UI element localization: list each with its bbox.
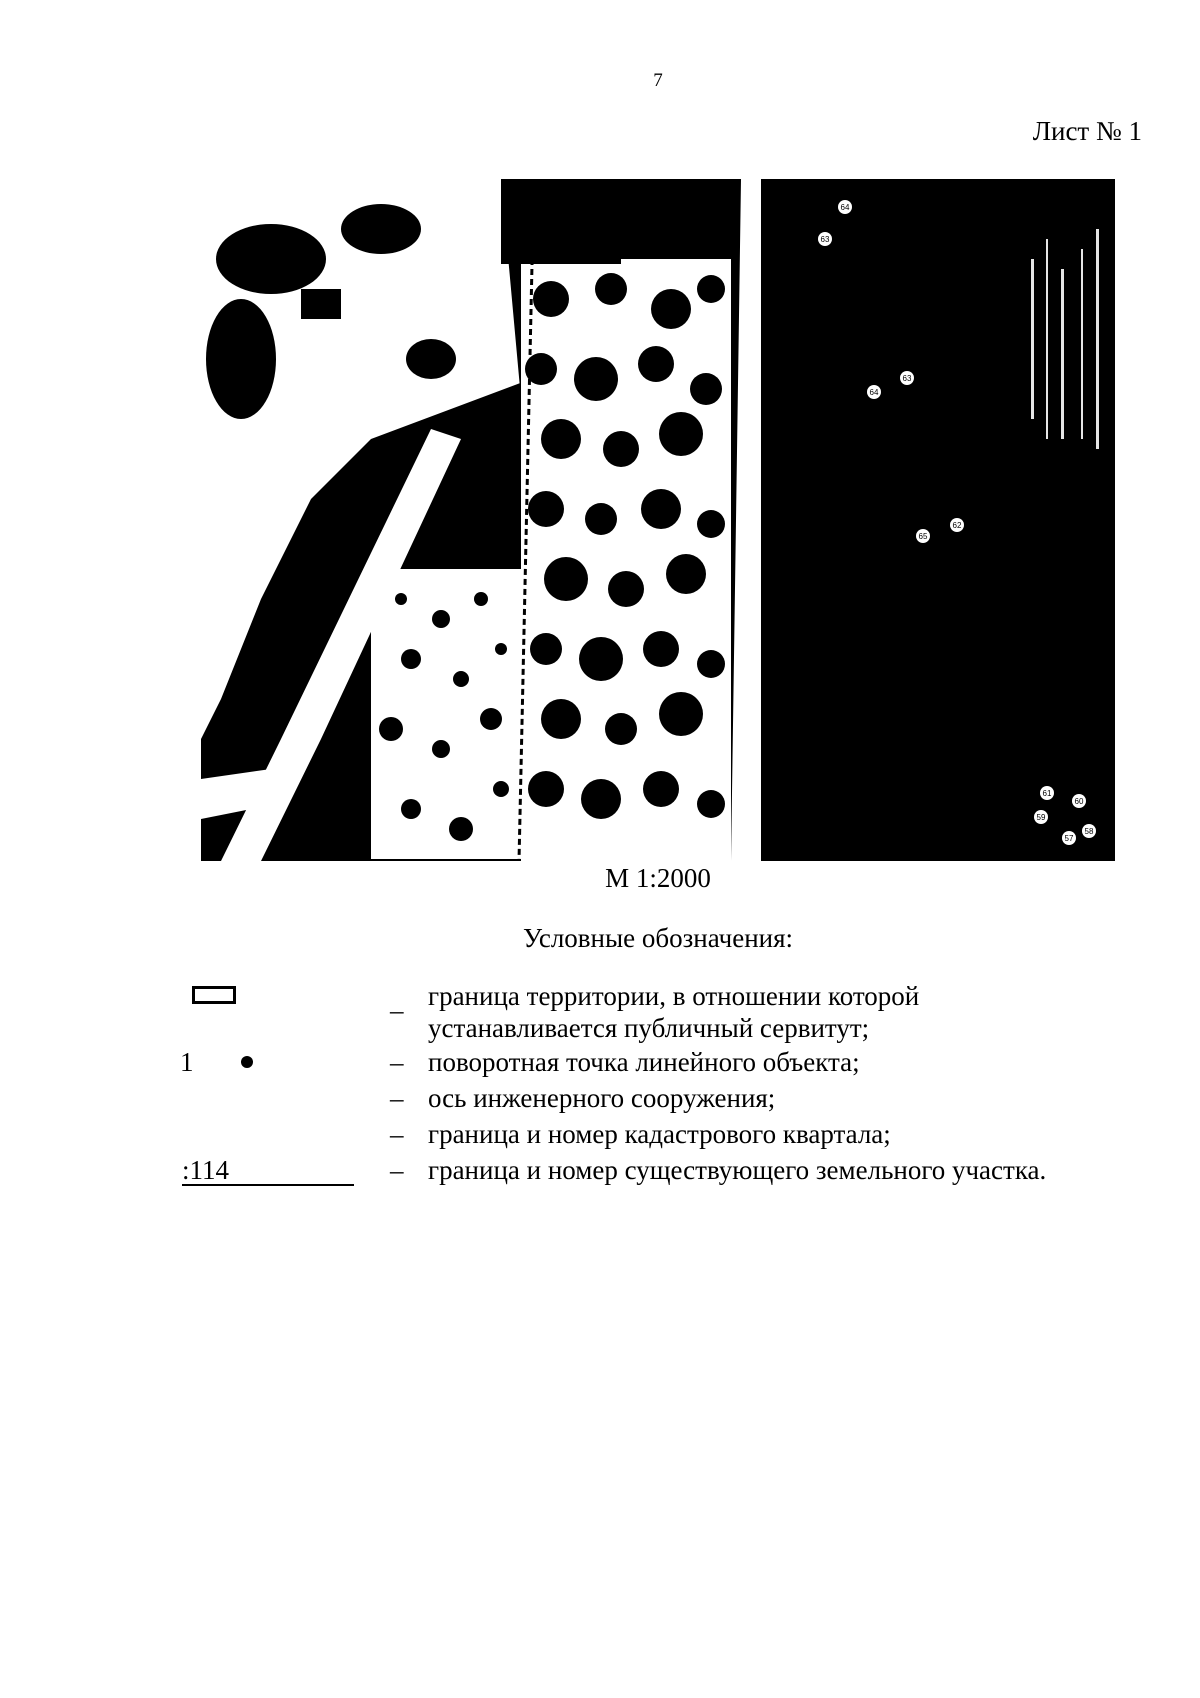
parcel-symbol — [180, 1154, 360, 1186]
parcel-number: :114 — [182, 1155, 229, 1185]
parcel-line — [182, 1184, 354, 1186]
legend-description-line: граница территории, в отношении которой — [428, 981, 920, 1011]
map-label: 60 — [1074, 797, 1084, 806]
map-label: 59 — [1036, 813, 1046, 822]
page-number: 7 — [653, 70, 663, 91]
boundary-symbol — [180, 980, 360, 1012]
map-label: 58 — [1084, 827, 1094, 836]
map-label: 61 — [1042, 789, 1052, 798]
legend-dash: – — [390, 995, 404, 1025]
map-label: 57 — [1064, 834, 1074, 843]
map-label: 64 — [869, 388, 879, 397]
aerial-map — [201, 179, 1115, 861]
rectangle-icon — [192, 986, 236, 1004]
point-symbol — [180, 1046, 360, 1078]
legend-title: Условные обозначения: — [522, 923, 794, 953]
map-label: 64 — [840, 203, 850, 212]
legend-dash: – — [390, 1047, 404, 1077]
map-label: 62 — [952, 521, 962, 530]
legend-dash: – — [390, 1155, 404, 1185]
legend-dash: – — [390, 1119, 404, 1149]
map-label: 65 — [918, 532, 928, 541]
legend-dash: – — [390, 1083, 404, 1113]
map-label: 63 — [820, 235, 830, 244]
legend-description — [428, 980, 1148, 1044]
sheet-label: Лист № 1 — [1032, 116, 1142, 146]
legend-description: поворотная точка линейного объекта; — [428, 1047, 860, 1077]
legend-description: граница и номер кадастрового квартала; — [428, 1119, 891, 1149]
point-dot-icon — [241, 1056, 253, 1068]
aerial-photo — [201, 179, 1115, 861]
map-label: 63 — [902, 374, 912, 383]
legend-description-line: устанавливается публичный сервитут; — [428, 1013, 870, 1043]
legend-description: ось инженерного сооружения; — [428, 1083, 776, 1113]
map-scale: М 1:2000 — [605, 863, 711, 893]
legend-description: граница и номер существующего земельного участка. — [428, 1155, 1047, 1185]
point-number: 1 — [180, 1047, 194, 1077]
